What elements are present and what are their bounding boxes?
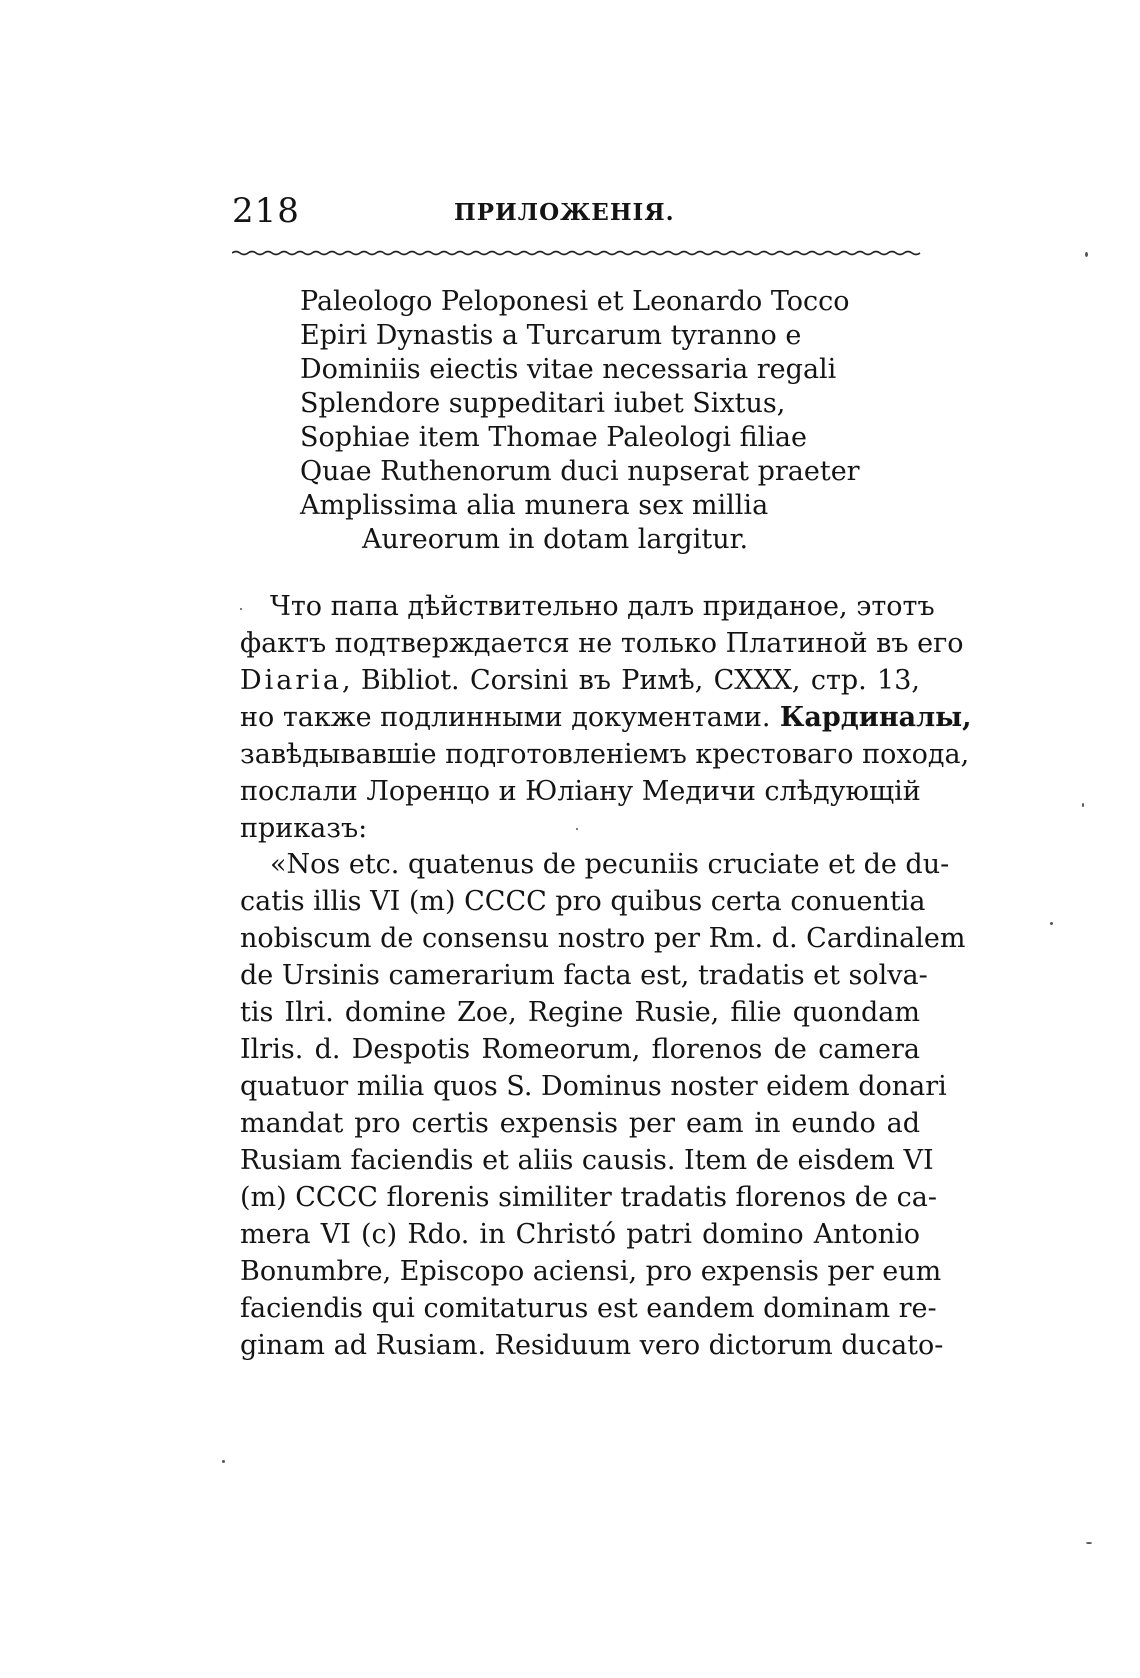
verse-line: Epiri Dynastis a Turcarum tyranno e xyxy=(300,320,802,351)
russian-paragraph xyxy=(240,588,972,847)
paragraph-line: фактъ подтверждается не только Платиной въ его xyxy=(240,628,964,659)
quote-line: tis Ilri. domine Zoe, Regine Rusie, filie quondam xyxy=(240,997,920,1028)
scan-speck xyxy=(222,1460,225,1463)
scan-speck xyxy=(1086,1542,1092,1544)
latin-inscription xyxy=(300,285,860,557)
quote-line: mandat pro certis expensis per eam in eundo ad xyxy=(240,1108,920,1139)
quote-line: «Nos etc. quatenus de pecuniis cruciate et de du- xyxy=(270,849,950,880)
page-number: 218 xyxy=(232,191,300,231)
verse-line: Sophiae item Thomae Paleologi filiae xyxy=(300,422,807,453)
verse-line: Aureorum in dotam largitur. xyxy=(362,524,749,555)
quote-line: quatuor milia quos S. Dominus noster eidem donari xyxy=(240,1071,947,1102)
paragraph-line xyxy=(240,699,972,736)
quote-line: Ilris. d. Despotis Romeorum, florenos de camera xyxy=(240,1034,920,1065)
quote-line: faciendis qui comitaturus est eandem dominam re- xyxy=(240,1293,937,1324)
paragraph-line xyxy=(240,662,920,699)
paragraph-line: завѣдывавшіе подготовленіемъ крестоваго похода, xyxy=(240,739,970,770)
paragraph-line: приказъ: xyxy=(240,813,368,844)
sentence-text: Кардиналы, xyxy=(770,702,972,733)
scan-speck xyxy=(240,608,242,610)
scan-speck xyxy=(1050,922,1053,925)
verse-line: Quae Ruthenorum duci nupserat praeter xyxy=(300,456,860,487)
latin-document-quote xyxy=(240,846,966,1364)
diaria-title: Diaria xyxy=(240,665,343,696)
verse-line: Paleologo Peloponesi et Leonardo Tocco xyxy=(300,286,850,317)
quote-line: ginam ad Rusiam. Residuum vero dictorum ducato- xyxy=(240,1330,944,1361)
quote-line: de Ursinis camerarium facta est, tradatis et solva- xyxy=(240,960,928,991)
page-header xyxy=(232,186,922,236)
quote-line: Rusiam faciendis et aliis causis. Item de eisdem VI xyxy=(240,1145,934,1176)
quote-line: catis illis VI (m) CCCC pro quibus certa conuentia xyxy=(240,886,926,917)
quote-line: (m) CCCC florenis similiter tradatis florenos de ca- xyxy=(240,1182,937,1213)
sentence-text: но также подлинными документами. xyxy=(240,702,771,733)
citation-text: , Bibliot. Corsini въ Римѣ, CXXX, стр. 13, xyxy=(342,665,920,696)
scan-speck xyxy=(576,828,578,830)
quote-line: nobiscum de consensu nostro per Rm. d. Cardinalem xyxy=(240,923,966,954)
scan-speck xyxy=(1082,803,1084,807)
paragraph-line: Что папа дѣйствительно далъ приданое, этотъ xyxy=(270,591,935,622)
paragraph-line: послали Лоренцо и Юліану Медичи слѣдующій xyxy=(240,776,921,807)
quote-line: Bonumbre, Episcopo aciensi, pro expensis per eum xyxy=(240,1256,942,1287)
quote-line: mera VI (c) Rdo. in Christó patri domino Antonio xyxy=(240,1219,920,1250)
header-rule xyxy=(232,250,922,256)
running-head: ПРИЛОЖЕНІЯ. xyxy=(454,199,675,226)
scan-speck xyxy=(1085,252,1088,257)
verse-line: Amplissima alia munera sex millia xyxy=(300,490,769,521)
verse-line: Splendore suppeditari iubet Sixtus, xyxy=(300,388,786,419)
verse-line: Dominiis eiectis vitae necessaria regali xyxy=(300,354,837,385)
